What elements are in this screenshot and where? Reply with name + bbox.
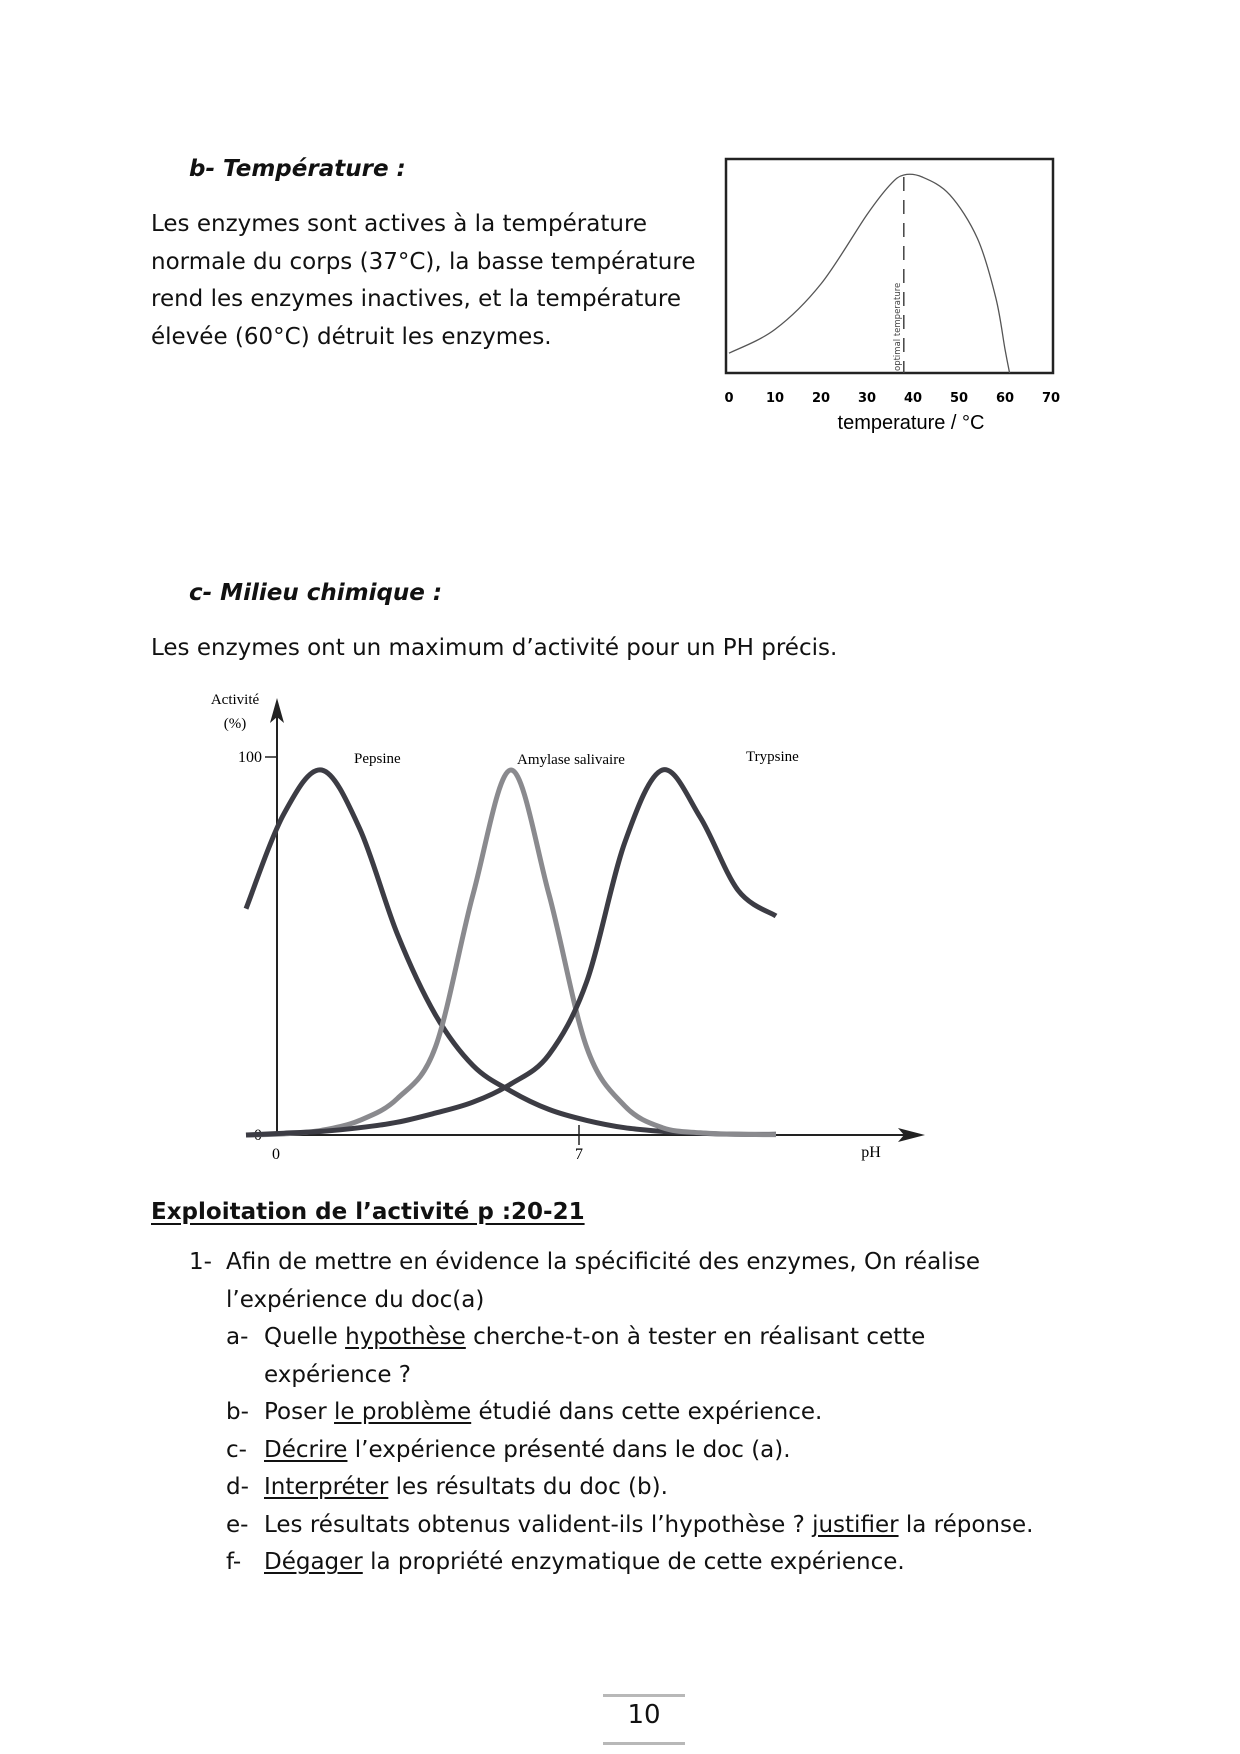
sub-question-f	[226, 1544, 1076, 1582]
section-c-text: Les enzymes ont un maximum d’activité pour un PH précis.	[151, 635, 838, 661]
sub-question-letter: e-	[226, 1511, 249, 1538]
x-tick-label-0: 0	[272, 1146, 280, 1163]
section-b-text: Les enzymes sont actives à la température normale du corps (37°C), la basse température rend les enzymes inactives, et la température élevée (60°C) détruit les enzymes.	[151, 211, 696, 350]
sub-question-letter: b-	[226, 1399, 249, 1425]
optimal-temperature-label: optimal temperature	[892, 282, 903, 371]
sub-question-keyword: Interpréter	[264, 1474, 389, 1500]
sub-question-text: Poser le problème étudié dans cette expérience.	[264, 1399, 823, 1425]
temperature-x-label: temperature / °C	[837, 412, 985, 434]
temperature-x-tick-20: 20	[811, 391, 831, 406]
sub-question-d	[226, 1469, 1076, 1507]
section-c-heading: c- Milieu chimique :	[189, 580, 443, 606]
temperature-x-tick-70: 70	[1041, 391, 1061, 406]
sub-question-list	[226, 1319, 1076, 1582]
trypsine-curve	[246, 770, 776, 1135]
temperature-x-tick-10: 10	[765, 391, 785, 406]
amylase-curve	[246, 770, 776, 1135]
x-tick-label-7: 7	[575, 1146, 583, 1163]
temperature-x-tick-40: 40	[903, 391, 923, 406]
page-number-top-rule	[603, 1694, 685, 1697]
series-label-pepsine: Pepsine	[354, 751, 401, 767]
sub-question-text: Quelle hypothèse cherche-t-on à tester en réalisant cette expérience ?	[264, 1324, 926, 1388]
sub-question-e	[226, 1507, 1076, 1545]
question-1-number: 1-	[189, 1249, 212, 1275]
sub-question-a	[226, 1319, 1076, 1394]
sub-question-letter: d-	[226, 1474, 249, 1500]
sub-question-text: Dégager la propriété enzymatique de cette expérience.	[264, 1549, 905, 1575]
sub-question-keyword: hypothèse	[345, 1324, 466, 1350]
sub-question-b	[226, 1394, 1076, 1432]
sub-question-text: Les résultats obtenus valident-ils l’hypothèse ? justifier la réponse.	[264, 1511, 1034, 1538]
sub-question-c	[226, 1432, 1076, 1470]
temperature-x-tick-50: 50	[949, 391, 969, 406]
sub-question-keyword: le problème	[334, 1399, 472, 1425]
sub-question-letter: f-	[226, 1549, 242, 1575]
temperature-chart	[715, 155, 1075, 440]
question-1	[189, 1244, 1049, 1319]
pepsine-curve	[246, 770, 776, 1135]
y-tick-label-100: 100	[238, 749, 262, 766]
series-label-amylase: Amylase salivaire	[517, 752, 625, 768]
ph-y-label-line1: Activité	[210, 692, 260, 708]
temperature-x-tick-30: 30	[857, 391, 877, 406]
sub-question-keyword: Dégager	[264, 1549, 363, 1575]
ph-x-label: pH	[861, 1144, 881, 1161]
temperature-x-tick-0: 0	[724, 391, 734, 406]
sub-question-text: Interpréter les résultats du doc (b).	[264, 1474, 668, 1500]
section-b-heading: b- Température :	[189, 156, 406, 182]
sub-question-letter: a-	[226, 1324, 249, 1350]
exploitation-title: Exploitation de l’activité p :20-21	[151, 1199, 585, 1225]
ph-y-label-line2: (%)	[223, 716, 247, 732]
series-label-trypsine: Trypsine	[746, 749, 799, 765]
sub-question-keyword: justifier	[812, 1511, 899, 1538]
y-tick-label-0: 0	[254, 1127, 262, 1144]
question-1-text: Afin de mettre en évidence la spécificité des enzymes, On réalise l’expérience du doc(a)	[226, 1249, 981, 1313]
sub-question-keyword: Décrire	[264, 1436, 348, 1463]
page-number: 10	[627, 1700, 661, 1730]
ph-chart	[190, 685, 940, 1180]
temperature-x-tick-60: 60	[995, 391, 1015, 406]
sub-question-text: Décrire l’expérience présenté dans le doc (a).	[264, 1436, 791, 1463]
sub-question-letter: c-	[226, 1436, 247, 1463]
page-number-bottom-rule	[603, 1742, 685, 1745]
temperature-curve	[729, 174, 1010, 373]
